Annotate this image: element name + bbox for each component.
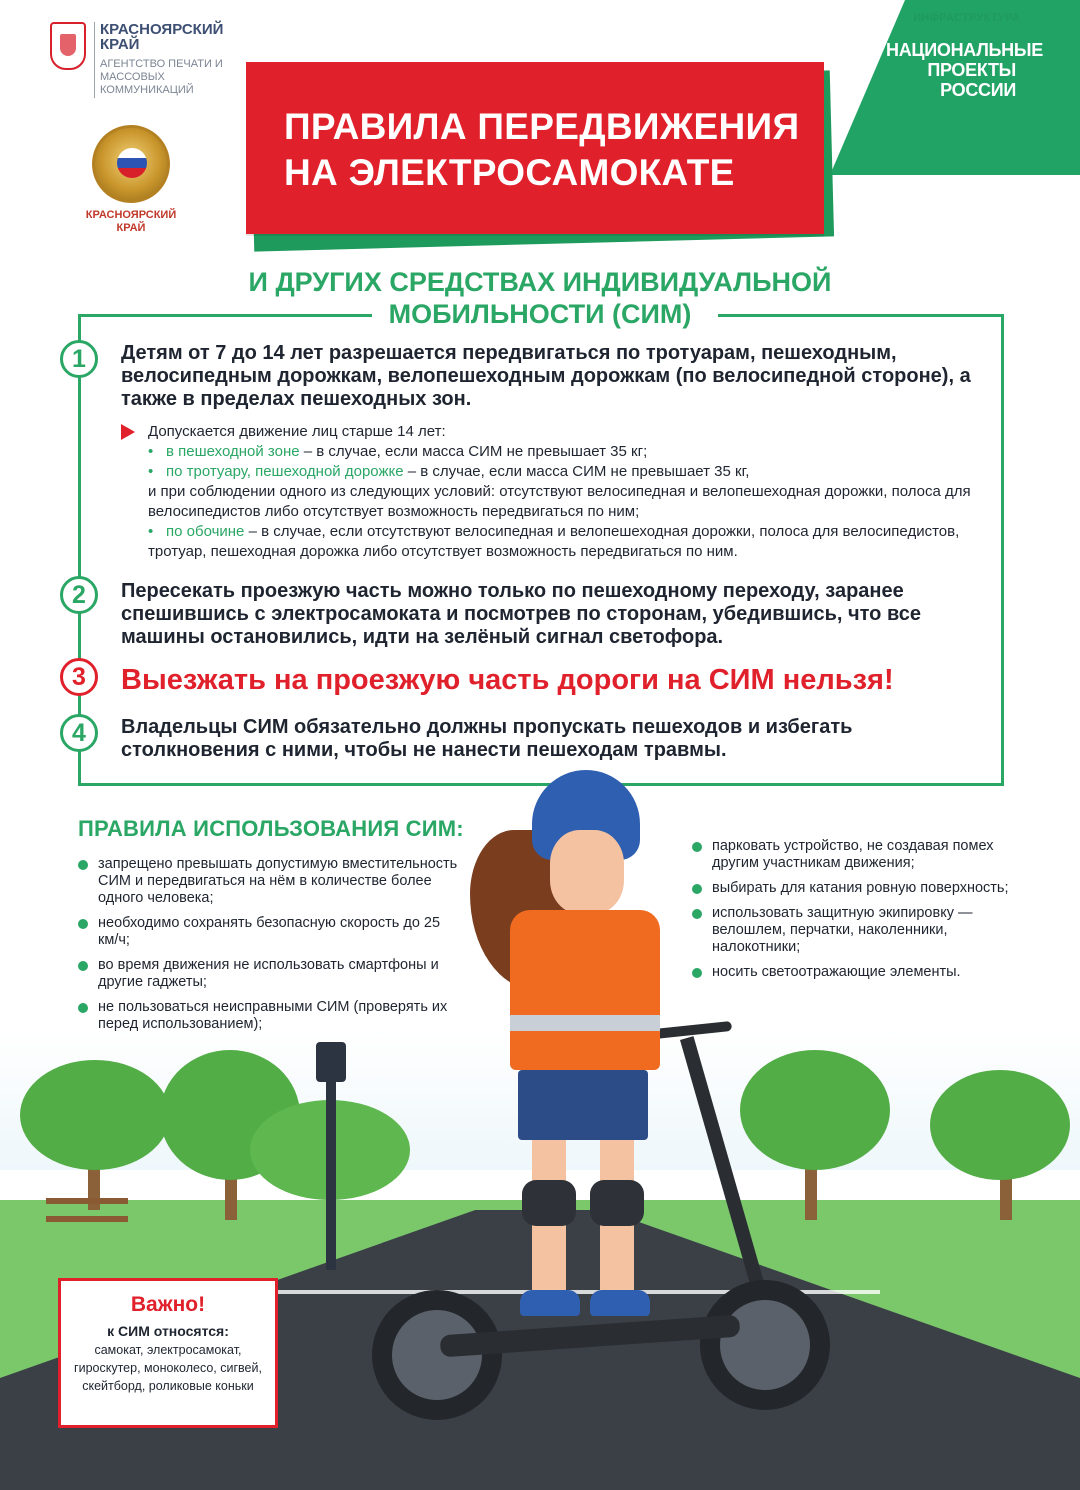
- list-item: использовать защитную экипировку — велошлем, перчатки, наколенники, налокотники;: [692, 905, 1022, 956]
- tree-icon: [930, 1070, 1070, 1180]
- sim-types-list: самокат, электросамокат, гироскутер, моноколесо, сигвей, скейтборд, роликовые коньки: [74, 1343, 262, 1393]
- details-item: • по обочине – в случае, если отсутствуют велосипедная и велопешеходная дорожки, полоса для велосипедистов, тротуар, пешеходная дорожка либо отсутствует возможность передвигаться по ним.: [148, 523, 960, 560]
- page-title: ПРАВИЛА ПЕРЕДВИЖЕНИЯ НА ЭЛЕКТРОСАМОКАТЕ: [284, 106, 800, 193]
- gibdd-logo: [80, 125, 190, 235]
- rule-number-1: 1: [60, 340, 98, 378]
- page-subtitle: И ДРУГИХ СРЕДСТВАХ ИНДИВИДУАЛЬНОЙ МОБИЛЬНОСТИ (СИМ): [248, 267, 832, 329]
- list-item: запрещено превышать допустимую вместительность СИМ и передвигаться на нём в количестве более одного человека;: [78, 856, 458, 907]
- rule-number-2: 2: [60, 576, 98, 614]
- frame-top-left: [78, 314, 372, 317]
- reflective-vest: [510, 910, 660, 1070]
- usage-rules-left: [78, 856, 458, 1041]
- rule-1-details: [148, 422, 998, 562]
- list-item: во время движения не использовать смартфоны и другие гаджеты;: [78, 957, 458, 991]
- knee-pad-icon: [590, 1180, 644, 1226]
- shoe: [520, 1290, 580, 1316]
- vest-reflective-stripe: [510, 1015, 660, 1031]
- rule-3-text: Выезжать на проезжую часть дороги на СИМ нельзя!: [121, 664, 894, 696]
- important-note: [58, 1278, 278, 1428]
- region-name: КРАСНОЯРСКИЙ КРАЙ: [100, 21, 224, 53]
- face: [550, 830, 624, 914]
- usage-rules-title: ПРАВИЛА ИСПОЛЬЗОВАНИЯ СИМ:: [78, 816, 464, 841]
- frame-top-right: [718, 314, 1004, 317]
- rule-1-text: Детям от 7 до 14 лет разрешается передвигаться по тротуарам, пешеходным, велосипедным дорожкам, велопешеходным дорожкам (по велосипедной стороне), а также в пределах пешеходных зон.: [121, 342, 971, 410]
- details-item: • по тротуару, пешеходной дорожке – в случае, если масса СИМ не превышает 35 кг,: [148, 463, 750, 480]
- shoe: [590, 1290, 650, 1316]
- details-item: • в пешеходной зоне – в случае, если масса СИМ не превышает 35 кг;: [148, 443, 648, 460]
- gibdd-emblem-icon: [92, 125, 170, 203]
- arrow-icon: [121, 424, 135, 440]
- coat-of-arms-icon: [50, 22, 86, 70]
- logo-divider: [94, 22, 95, 98]
- list-item: необходимо сохранять безопасную скорость до 25 км/ч;: [78, 915, 458, 949]
- list-item: выбирать для катания ровную поверхность;: [692, 880, 1022, 897]
- agency-name: АГЕНТСТВО ПЕЧАТИ И МАССОВЫХ КОММУНИКАЦИЙ: [100, 58, 223, 96]
- list-item: не пользоваться неисправными СИМ (проверять их перед использованием);: [78, 999, 458, 1033]
- title-banner: [246, 62, 824, 234]
- rule-2-text: Пересекать проезжую часть можно только по пешеходному переходу, заранее спешившись с электросамоката и посмотрев по сторонам, убедившись, что все машины остановились, идти на зелёный сигнал светофора.: [121, 580, 921, 648]
- knee-pad-icon: [522, 1180, 576, 1226]
- girl-illustration: [460, 770, 730, 1370]
- details-lead: Допускается движение лиц старше 14 лет:: [148, 423, 446, 440]
- lamp-pole: [326, 1060, 336, 1270]
- gibdd-caption: КРАСНОЯРСКИЙ КРАЙ: [85, 209, 177, 234]
- shorts: [518, 1070, 648, 1140]
- list-item: парковать устройство, не создавая помех другим участникам движения;: [692, 838, 1022, 872]
- list-item: носить светоотражающие элементы.: [692, 964, 1022, 981]
- bench-icon: [46, 1198, 128, 1222]
- region-logo: [50, 22, 250, 102]
- rule-4-text: Владельцы СИМ обязательно должны пропускать пешеходов и избегать столкновения с ними, чтобы не нанести пешеходам травмы.: [121, 716, 853, 761]
- details-item-continuation: и при соблюдении одного из следующих условий: отсутствуют велосипедная и велопешеходная дорожки, полоса для велосипедистов либо отсутствует возможность передвигаться по ним;: [148, 483, 971, 520]
- usage-rules-right: [692, 838, 1022, 989]
- tree-icon: [740, 1050, 890, 1170]
- tree-icon: [20, 1060, 170, 1170]
- rule-number-3: 3: [60, 658, 98, 696]
- rule-number-4: 4: [60, 714, 98, 752]
- project-category: ИНФРАСТРУКТУРА: [913, 12, 1020, 24]
- national-projects-logo: НАЦИОНАЛЬНЫЕ ПРОЕКТЫ РОССИИ: [886, 40, 1043, 100]
- important-lead: к СИМ относятся:: [107, 1323, 229, 1339]
- important-heading: Важно!: [130, 1293, 206, 1316]
